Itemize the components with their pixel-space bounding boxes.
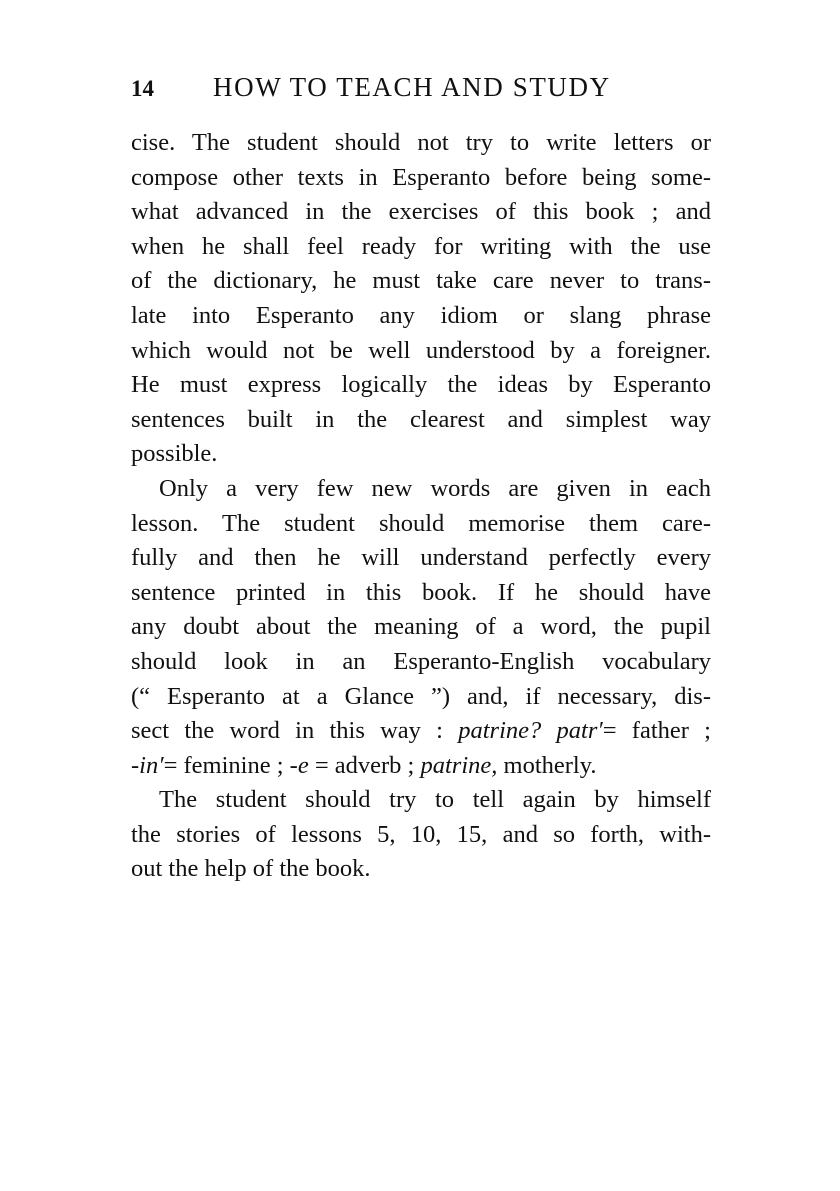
text-line: He must express logically the ideas by Esperanto — [131, 371, 711, 399]
text-line — [131, 714, 711, 749]
italic-word: patrine, — [420, 751, 498, 779]
text-line: sentences built in the clearest and simplest way — [131, 405, 711, 433]
running-title: HOW TO TEACH AND STUDY — [213, 72, 611, 102]
text-fragment: motherly. — [497, 751, 597, 779]
text-line: out the help of the book. — [131, 855, 371, 883]
italic-word: -e — [289, 751, 309, 779]
text-line: Only a very few new words are given in each — [159, 474, 711, 502]
text-line: late into Esperanto any idiom or slang phrase — [131, 301, 711, 329]
body-text — [131, 126, 711, 887]
italic-word: patrine? patr′ — [458, 717, 603, 745]
page-number: 14 — [131, 76, 154, 101]
running-head — [131, 72, 711, 112]
text-line: compose other texts in Esperanto before being some- — [131, 163, 711, 191]
text-fragment: = father ; — [602, 717, 711, 745]
text-line: of the dictionary, he must take care never to trans- — [131, 267, 711, 295]
text-line — [131, 749, 711, 784]
text-line: (“ Esperanto at a Glance ”) and, if necessary, dis- — [131, 682, 711, 710]
text-line: cise. The student should not try to write letters or — [131, 129, 711, 156]
text-line: fully and then he will understand perfectly every — [131, 544, 711, 572]
text-line: any doubt about the meaning of a word, the pupil — [131, 613, 711, 641]
italic-word: -in′ — [131, 751, 164, 779]
text-line: which would not be well understood by a foreigner. — [131, 336, 711, 364]
text-line: the stories of lessons 5, 10, 15, and so forth, with- — [131, 820, 711, 848]
text-line: sentence printed in this book. If he should have — [131, 578, 711, 606]
text-line: should look in an Esperanto-English vocabulary — [131, 647, 711, 675]
text-fragment: = adverb ; — [308, 751, 421, 779]
text-line: The student should try to tell again by himself — [159, 786, 711, 814]
text-line: possible. — [131, 440, 218, 468]
text-line: lesson. The student should memorise them care- — [131, 509, 711, 537]
text-fragment: = feminine ; — [163, 751, 290, 779]
text-line: when he shall feel ready for writing with the use — [131, 232, 711, 260]
text-line: what advanced in the exercises of this book ; and — [131, 198, 711, 226]
text-fragment: sect the word in this way : — [131, 717, 459, 745]
